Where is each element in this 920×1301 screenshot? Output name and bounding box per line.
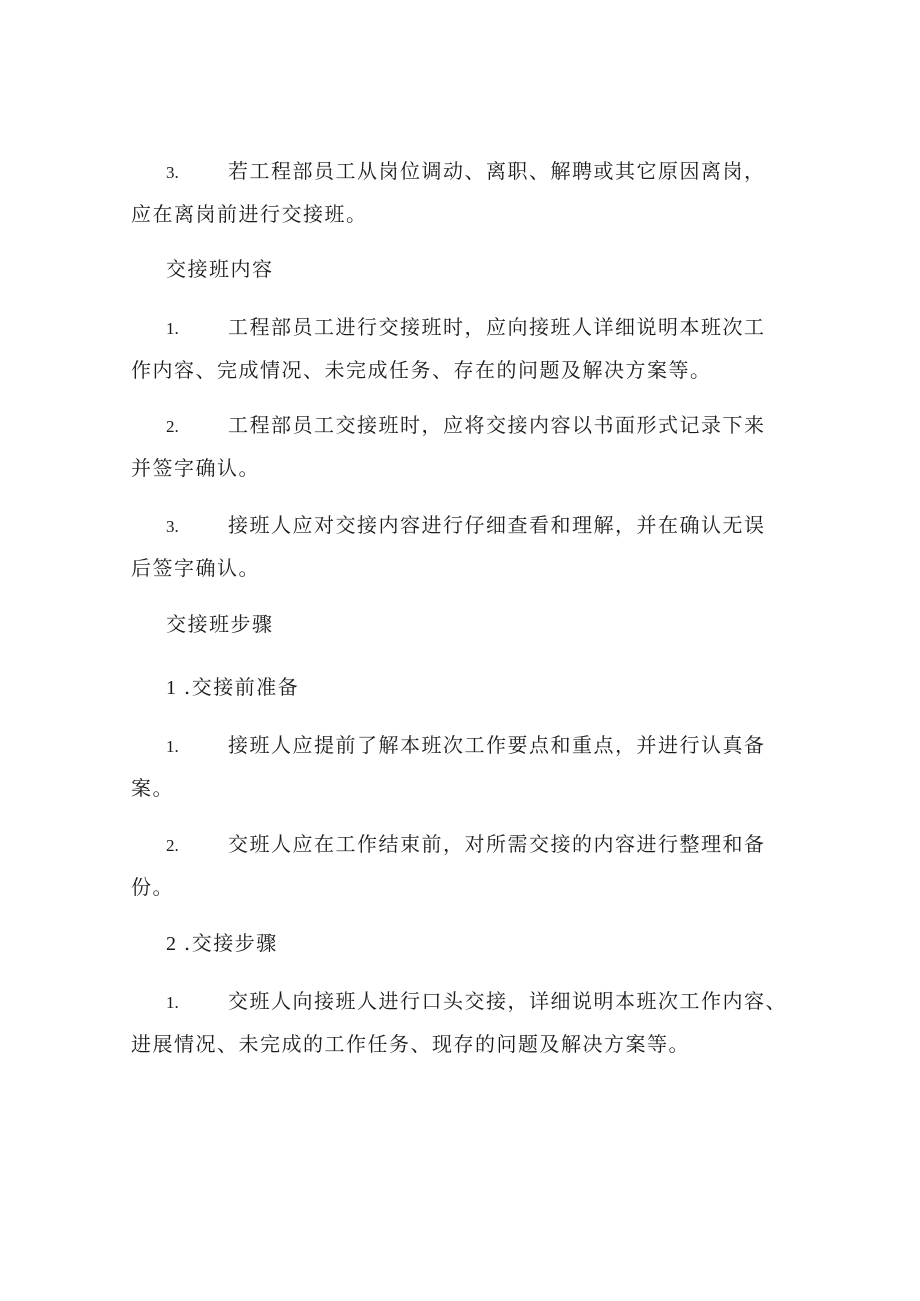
subsection-heading-steps (131, 922, 743, 965)
list-item-3-content (131, 504, 766, 590)
item-text-line: 接班人应提前了解本班次工作要点和重点，并进行认真备 (228, 733, 766, 757)
item-text-line: 并签字确认。 (131, 456, 260, 480)
subsection-heading-preparation (131, 666, 743, 709)
item-number: 1. (166, 737, 179, 756)
item-text-line: 应在离岗前进行交接班。 (131, 202, 368, 226)
item-text-line: 工程部员工交接班时，应将交接内容以书面形式记录下来 (228, 413, 766, 437)
subsection-number: 2 (166, 933, 176, 955)
section-heading-content: 交接班内容 (166, 257, 274, 281)
item-text-line: 作内容、完成情况、未完成任务、存在的问题及解决方案等。 (131, 358, 712, 382)
list-item-2-preparation (131, 823, 766, 909)
item-number: 1. (166, 993, 179, 1012)
item-number: 3. (166, 517, 179, 536)
item-text-line: 接班人应对交接内容进行仔细查看和理解，并在确认无误 (228, 513, 766, 537)
subsection-title: .交接步骤 (176, 931, 278, 955)
item-text-line: 进展情况、未完成的工作任务、现存的问题及解决方案等。 (131, 1032, 690, 1056)
subsection-number: 1 (166, 677, 176, 699)
item-text-line: 交班人应在工作结束前，对所需交接的内容进行整理和备 (228, 832, 766, 856)
item-number: 2. (166, 836, 179, 855)
list-item-2-content (131, 404, 766, 490)
item-text-line: 案。 (131, 776, 174, 800)
item-number: 1. (166, 319, 179, 338)
section-heading-steps: 交接班步骤 (166, 612, 274, 636)
item-text-line: 若工程部员工从岗位调动、离职、解聘或其它原因离岗， (228, 159, 766, 183)
item-number: 2. (166, 417, 179, 436)
subsection-title: .交接前准备 (176, 675, 300, 699)
list-item-3-departure (131, 150, 766, 236)
item-text-line: 工程部员工进行交接班时，应向接班人详细说明本班次工 (228, 315, 766, 339)
list-item-1-steps (131, 980, 787, 1066)
list-item-1-preparation (131, 724, 766, 810)
item-text-line: 交班人向接班人进行口头交接，详细说明本班次工作内容、 (228, 989, 787, 1013)
item-number: 3. (166, 163, 179, 182)
list-item-1-content (131, 306, 766, 392)
item-text-line: 份。 (131, 875, 174, 899)
item-text-line: 后签字确认。 (131, 556, 260, 580)
